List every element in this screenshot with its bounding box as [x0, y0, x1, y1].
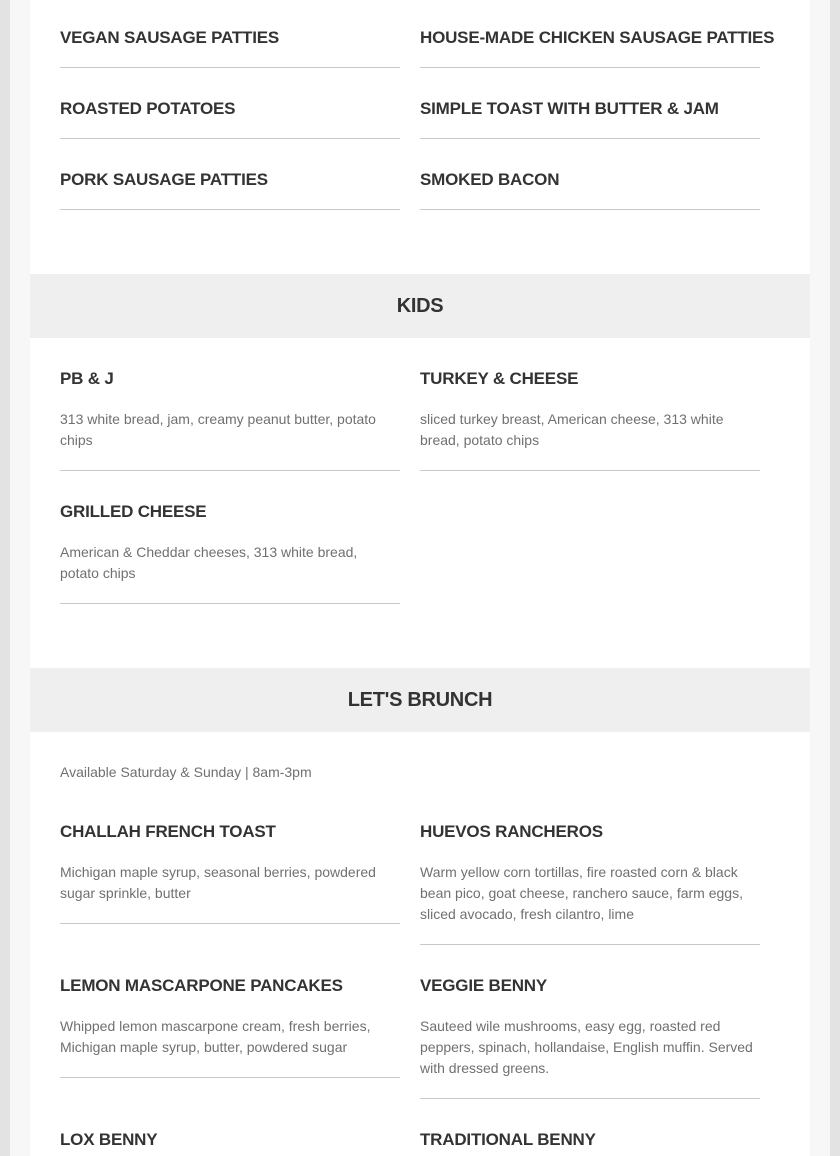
menu-item-description: Michigan maple syrup, seasonal berries, powdered sugar sprinkle, butter	[60, 864, 376, 901]
menu-item-description: sliced turkey breast, American cheese, 313 white bread, potato chips	[420, 411, 724, 448]
menu-item	[60, 28, 400, 68]
section-title-kids: KIDS	[30, 274, 810, 338]
menu-item-name: PORK SAUSAGE PATTIES	[60, 170, 268, 189]
menu-item	[420, 976, 760, 1099]
menu-item	[60, 822, 400, 924]
menu-item-description: 313 white bread, jam, creamy peanut butter, potato chips	[60, 411, 376, 448]
menu-item	[60, 99, 400, 139]
menu-container	[30, 0, 810, 1156]
menu-item-name: LOX BENNY	[60, 1130, 158, 1149]
menu-item-description: Whipped lemon mascarpone cream, fresh berries, Michigan maple syrup, butter, powdered sugar	[60, 1018, 371, 1055]
menu-item-name: VEGGIE BENNY	[420, 976, 548, 995]
menu-item-name: SIMPLE TOAST WITH BUTTER & JAM	[420, 99, 719, 118]
brunch-availability-note: Available Saturday & Sunday | 8am-3pm	[60, 764, 312, 780]
menu-item-name: SMOKED BACON	[420, 170, 560, 189]
menu-item	[420, 28, 775, 68]
menu-item	[420, 170, 760, 210]
menu-item	[60, 170, 400, 210]
menu-item-description: Warm yellow corn tortillas, fire roasted corn & black bean pico, goat cheese, ranchero sauce, farm eggs, sliced avocado, fresh cilantro, lime	[420, 864, 743, 922]
menu-item	[420, 369, 760, 471]
menu-item-name: HOUSE-MADE CHICKEN SAUSAGE PATTIES	[420, 28, 775, 47]
menu-item	[60, 502, 400, 604]
menu-item	[60, 1130, 400, 1156]
menu-item-name: CHALLAH FRENCH TOAST	[60, 822, 276, 841]
section-title-brunch: LET'S BRUNCH	[30, 668, 810, 732]
menu-item-name: TRADITIONAL BENNY	[420, 1130, 596, 1149]
menu-item-name: VEGAN SAUSAGE PATTIES	[60, 28, 280, 47]
menu-item-description: Sauteed wile mushrooms, easy egg, roasted red peppers, spinach, hollandaise, English muffin. Served with dressed greens.	[420, 1018, 753, 1076]
menu-item-description: American & Cheddar cheeses, 313 white bread, potato chips	[60, 544, 358, 581]
menu-item-name: PB & J	[60, 369, 114, 388]
menu-item-name: ROASTED POTATOES	[60, 99, 236, 118]
menu-item-name: TURKEY & CHEESE	[420, 369, 579, 388]
menu-item	[420, 1130, 760, 1156]
menu-item-name: GRILLED CHEESE	[60, 502, 207, 521]
menu-item-name: HUEVOS RANCHEROS	[420, 822, 603, 841]
menu-item	[420, 822, 760, 945]
menu-item	[60, 976, 400, 1078]
menu-item	[60, 369, 400, 471]
menu-item-name: LEMON MASCARPONE PANCAKES	[60, 976, 343, 995]
menu-item	[420, 99, 760, 139]
